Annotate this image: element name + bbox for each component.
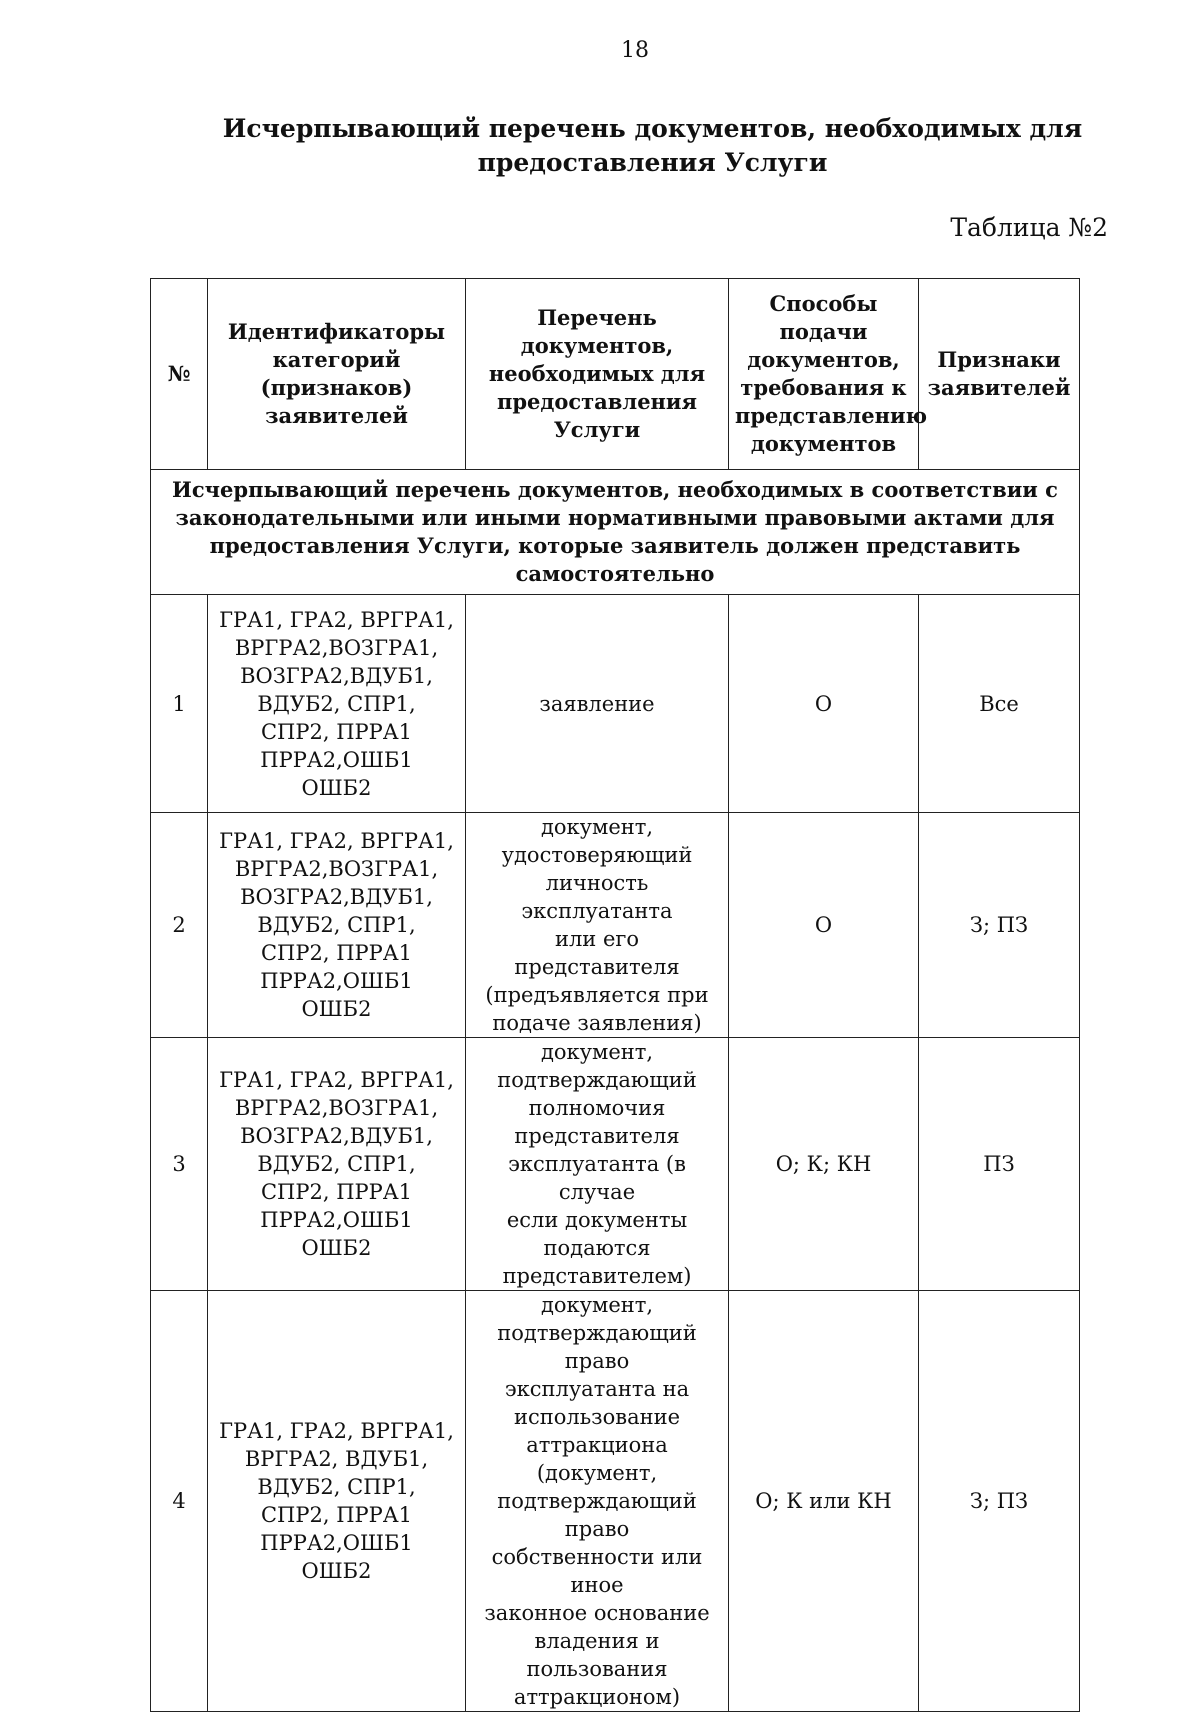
header-applicant-signs: Признаки заявителей [919, 279, 1080, 470]
row-category-ids: ГРА1, ГРА2, ВРГРА1, ВРГРА2, ВДУБ1, ВДУБ2, СПР1, СПР2, ПРРА1 ПРРА2,ОШБ1 ОШБ2 [208, 1291, 466, 1712]
row-document: документ, подтверждающий полномочия представителя эксплуатанта (в случае если документы подаются представителем) [466, 1038, 729, 1291]
table-header-row [151, 279, 1080, 470]
row-document: документ, подтверждающий право эксплуатанта на использование аттракциона (документ, подтверждающий право собственности или иное законное основание владения и пользования аттракционом) [466, 1291, 729, 1712]
table-caption: Таблица №2 [950, 213, 1108, 242]
header-documents-list: Перечень документов, необходимых для предоставления Услуги [466, 279, 729, 470]
row-applicant-signs: Все [919, 595, 1080, 813]
row-submission-method: О [729, 813, 919, 1038]
row-number: 3 [151, 1038, 208, 1291]
row-applicant-signs: З; ПЗ [919, 813, 1080, 1038]
row-submission-method: О [729, 595, 919, 813]
row-submission-method: О; К; КН [729, 1038, 919, 1291]
row-number: 4 [151, 1291, 208, 1712]
row-number: 1 [151, 595, 208, 813]
row-category-ids: ГРА1, ГРА2, ВРГРА1, ВРГРА2,ВОЗГРА1, ВОЗГРА2,ВДУБ1, ВДУБ2, СПР1, СПР2, ПРРА1 ПРРА2,ОШБ1 ОШБ2 [208, 813, 466, 1038]
header-number: № [151, 279, 208, 470]
row-applicant-signs: ПЗ [919, 1038, 1080, 1291]
documents-table [150, 278, 1080, 1712]
page-title: Исчерпывающий перечень документов, необходимых для предоставления Услуги [222, 114, 1083, 177]
row-applicant-signs: З; ПЗ [919, 1291, 1080, 1712]
section-title: Исчерпывающий перечень документов, необходимых в соответствии с законодательными или иными нормативными правовыми актами для предоставления Услуги, которые заявитель должен представить самостоятельно [151, 470, 1080, 595]
table-row [151, 595, 1080, 813]
section-row [151, 470, 1080, 595]
header-submission-methods: Способы подачи документов, требования к представлению документов [729, 279, 919, 470]
row-category-ids: ГРА1, ГРА2, ВРГРА1, ВРГРА2,ВОЗГРА1, ВОЗГРА2,ВДУБ1, ВДУБ2, СПР1, СПР2, ПРРА1 ПРРА2,ОШБ1 ОШБ2 [208, 595, 466, 813]
page-number: 18 [621, 38, 649, 63]
row-number: 2 [151, 813, 208, 1038]
row-submission-method: О; К или КН [729, 1291, 919, 1712]
row-category-ids: ГРА1, ГРА2, ВРГРА1, ВРГРА2,ВОЗГРА1, ВОЗГРА2,ВДУБ1, ВДУБ2, СПР1, СПР2, ПРРА1 ПРРА2,ОШБ1 ОШБ2 [208, 1038, 466, 1291]
table-row [151, 813, 1080, 1038]
table-row [151, 1038, 1080, 1291]
header-category-ids: Идентификаторы категорий (признаков) заявителей [208, 279, 466, 470]
table-row [151, 1291, 1080, 1712]
row-document: документ, удостоверяющий личность эксплуатанта или его представителя (предъявляется при подаче заявления) [466, 813, 729, 1038]
row-document: заявление [466, 595, 729, 813]
